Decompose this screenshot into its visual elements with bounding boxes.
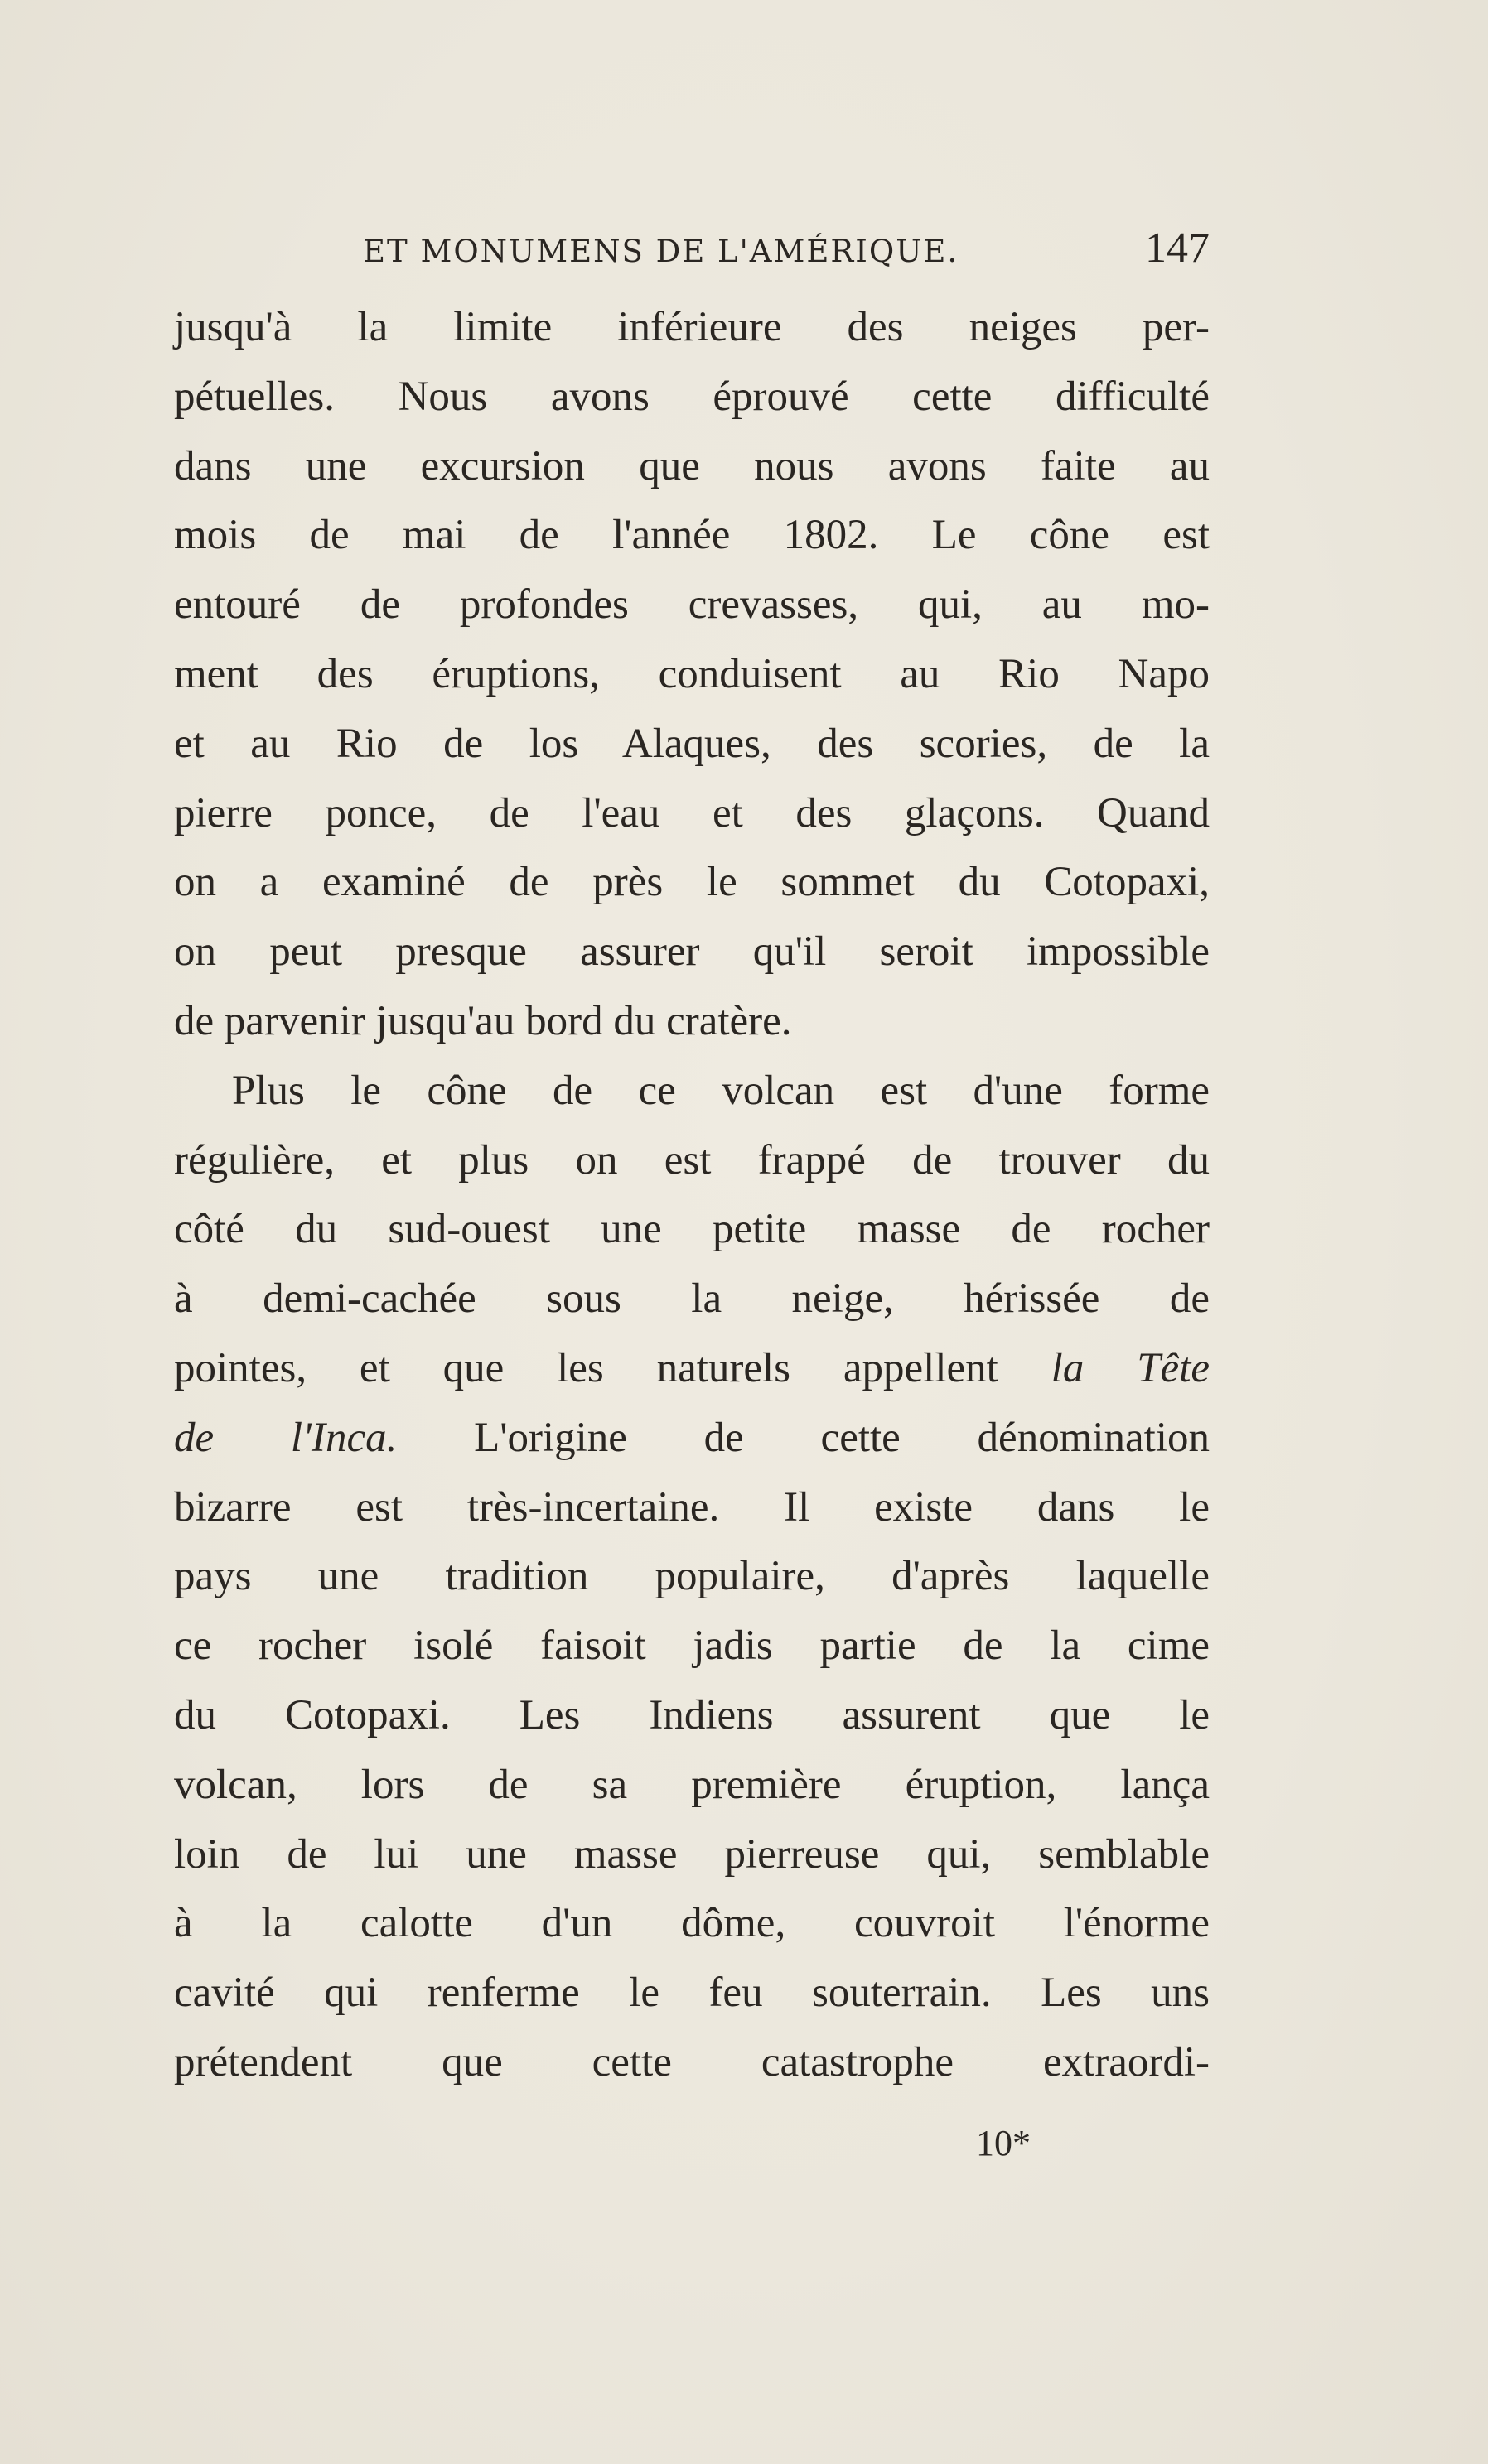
text-line: régulière, et plus on est frappé de trouver du [174, 1136, 1210, 1184]
text-line: ce rocher isolé faisoit jadis partie de la cime [174, 1623, 1210, 1670]
text-line: Plus le cône de ce volcan est d'une forme [232, 1067, 1210, 1114]
text-line: jusqu'à la limite inférieure des neiges per- [174, 304, 1210, 350]
text-line: on peut presque assurer qu'il seroit impossible [174, 928, 1210, 976]
text-line: mois de mai de l'année 1802. Le cône est [174, 512, 1210, 559]
text-line: bizarre est très-incertaine. Il existe dans le [174, 1483, 1210, 1531]
text-line: loin de lui une masse pierreuse qui, semblable [174, 1830, 1210, 1878]
page-number: 147 [1145, 224, 1210, 272]
paragraph-2 [174, 1057, 1210, 2098]
italic-phrase: de l'Inca. [174, 1414, 398, 1461]
text-line: de parvenir jusqu'au bord du cratère. [174, 997, 792, 1044]
italic-phrase: la Tête [1051, 1344, 1210, 1391]
text-line: et au Rio de los Alaques, des scories, de la [174, 720, 1210, 767]
text-line: entouré de profondes crevasses, qui, au mo- [174, 581, 1210, 629]
text-line: côté du sud-ouest une petite masse de rocher [174, 1206, 1210, 1253]
text-line: pays une tradition populaire, d'après laquelle [174, 1553, 1210, 1600]
text-block [174, 224, 1210, 2098]
text-line: ment des éruptions, conduisent au Rio Napo [174, 650, 1210, 697]
text-line-with-italic [174, 1334, 1210, 1404]
text-line: cavité qui renferme le feu souterrain. Les uns [174, 1970, 1210, 2017]
text-line: dans une excursion que nous avons faite au [174, 442, 1210, 489]
text-line: volcan, lors de sa première éruption, lança [174, 1761, 1210, 1808]
running-title: ET MONUMENS DE L'AMÉRIQUE. [363, 234, 959, 269]
text-line: pétuelles. Nous avons éprouvé cette difficulté [174, 373, 1210, 420]
text-line: à la calotte d'un dôme, couvroit l'énorme [174, 1900, 1210, 1947]
text-line: du Cotopaxi. Les Indiens assurent que le [174, 1691, 1210, 1738]
running-head [174, 224, 1210, 293]
text-line: à demi-cachée sous la neige, hérissée de [174, 1275, 1210, 1323]
text-line: on a examiné de près le sommet du Cotopaxi, [174, 859, 1210, 906]
line-text: pointes, et que les naturels appellent [174, 1344, 998, 1391]
text-line: prétendent que cette catastrophe extraordi- [174, 2038, 1210, 2085]
text-line-with-italic [174, 1404, 1210, 1473]
line-text: L'origine de cette dénomination [474, 1414, 1210, 1461]
paragraph-1 [174, 293, 1210, 1057]
text-line: pierre ponce, de l'eau et des glaçons. Quand [174, 789, 1210, 837]
signature-mark: 10* [976, 2123, 1031, 2163]
